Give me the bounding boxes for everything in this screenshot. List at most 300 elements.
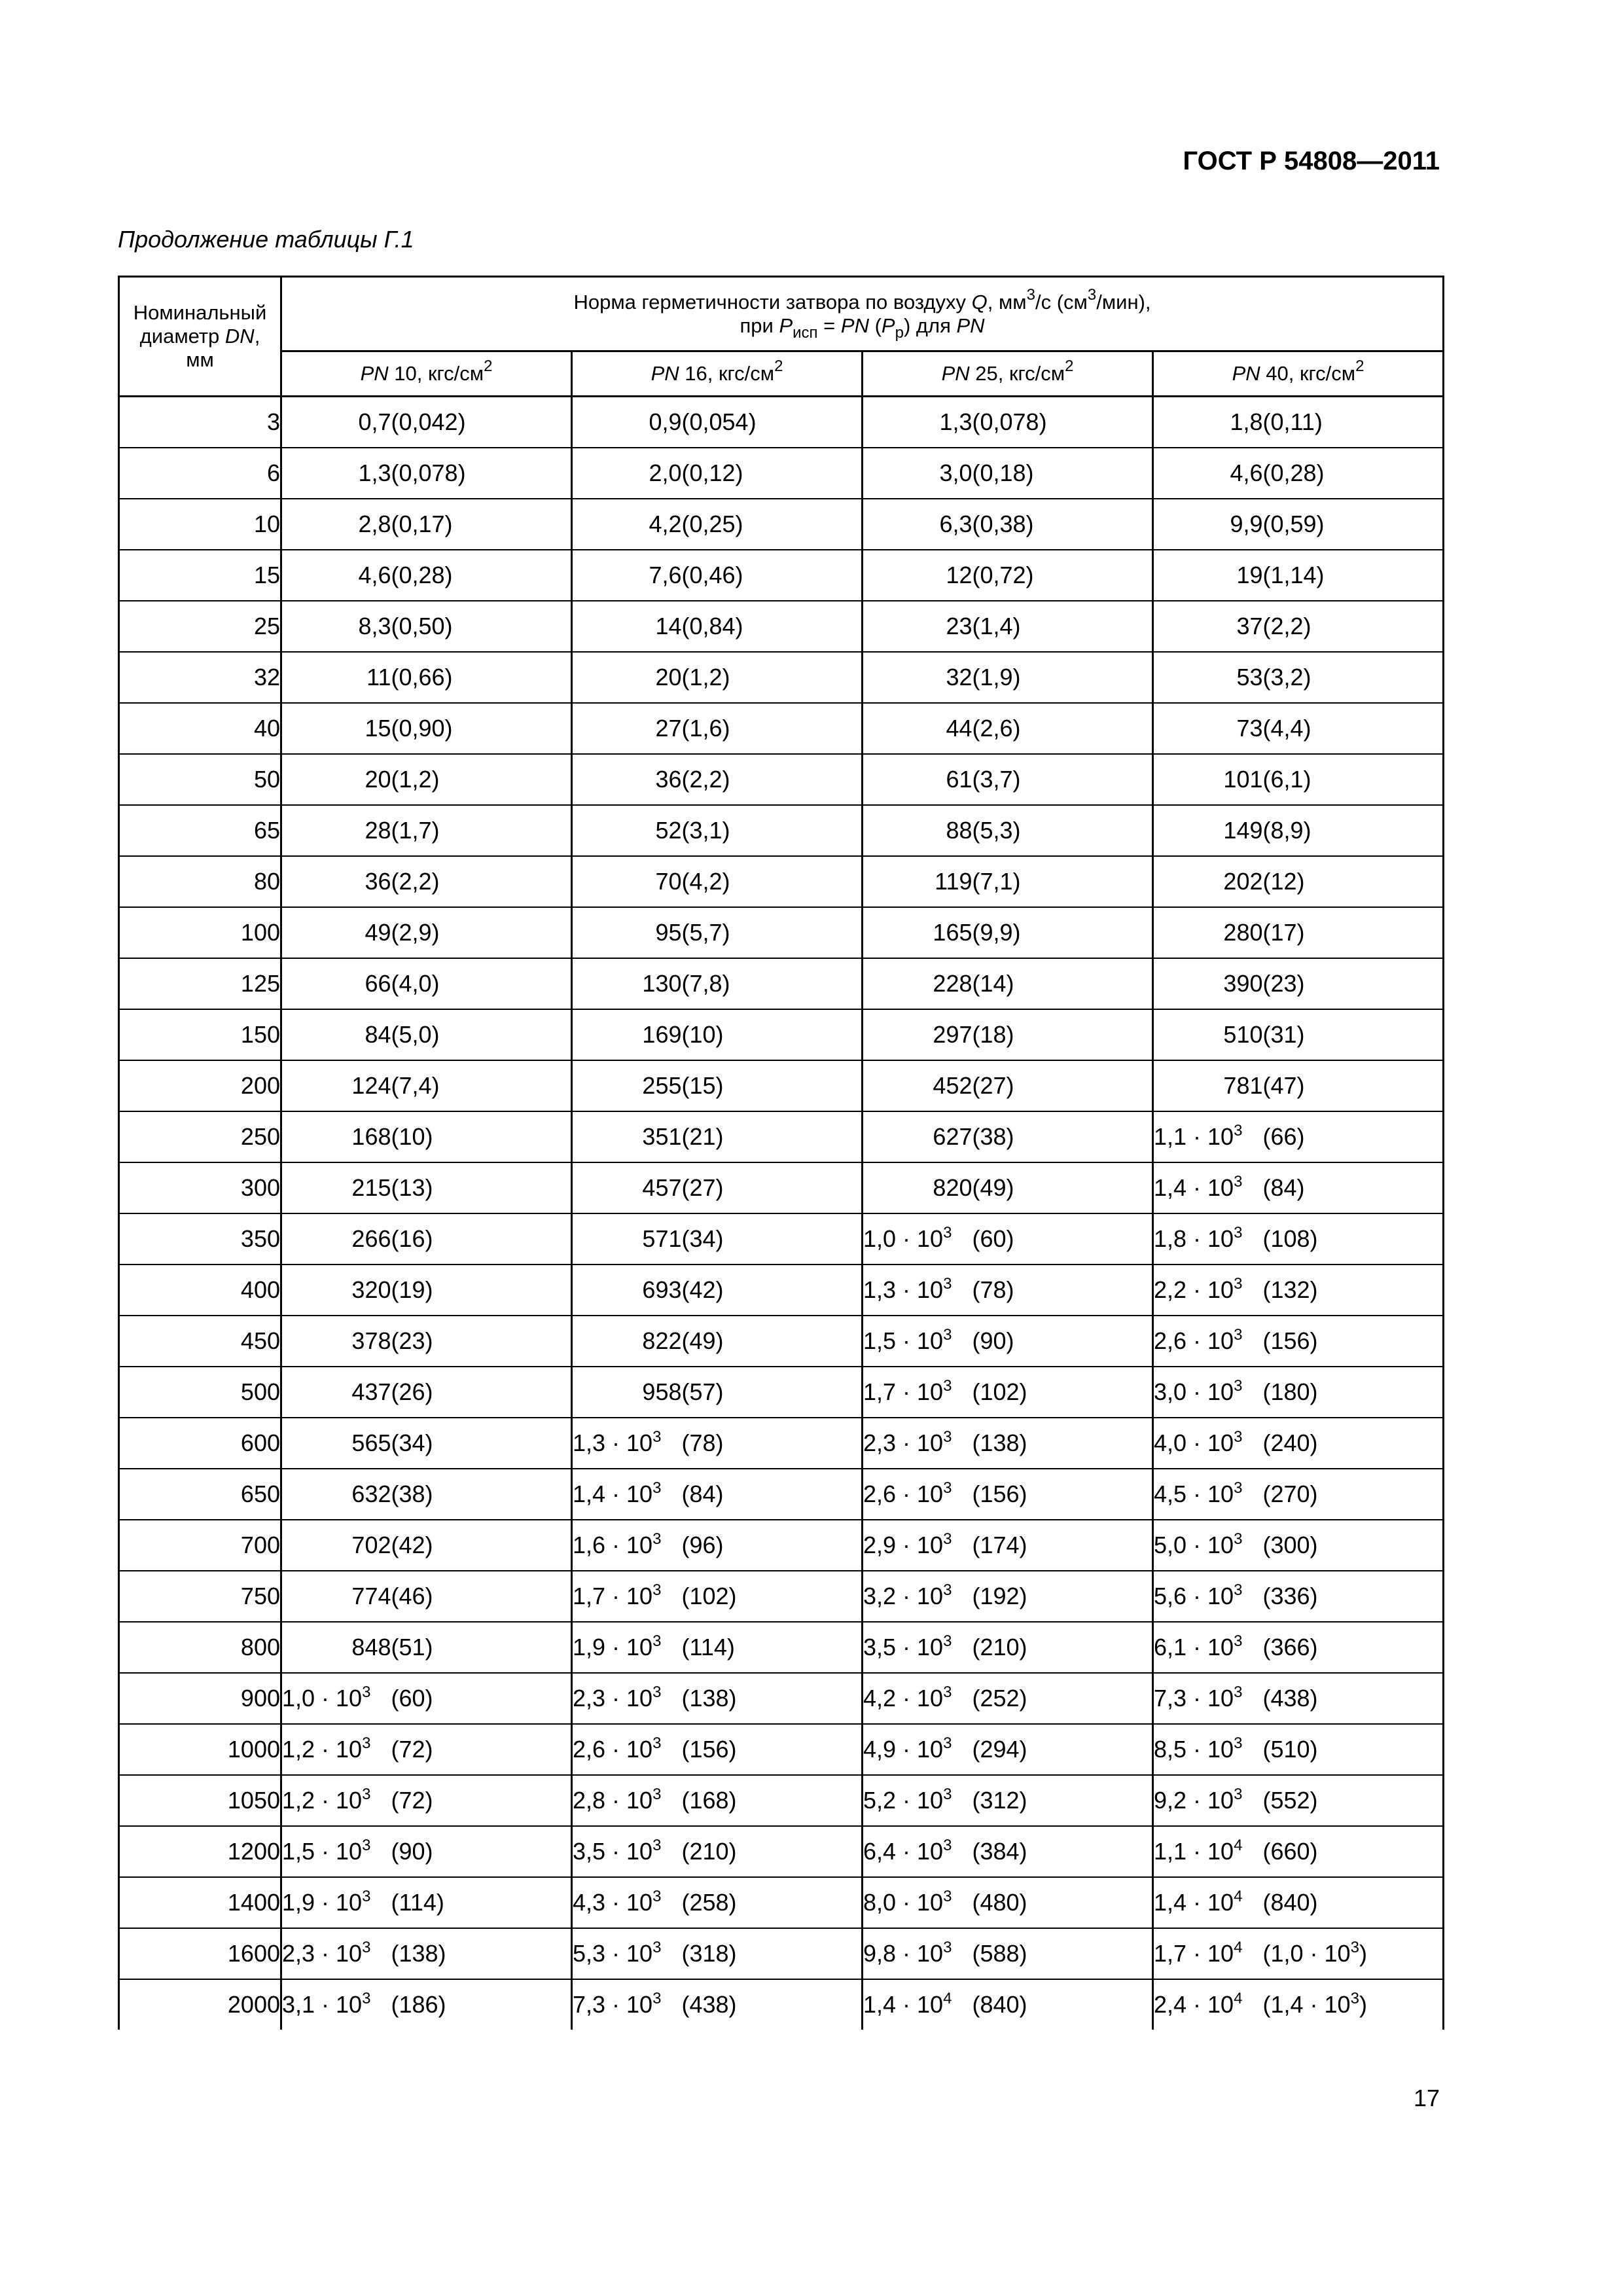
flow-value-cell: $1,0 \cdot 10^3$: [281, 1673, 391, 1724]
flow-value-cell: 297: [863, 1009, 972, 1060]
flow-per-min-cell: (12): [1263, 856, 1444, 907]
flow-value-cell: $2,3 \cdot 10^3$: [281, 1928, 391, 1979]
flow-per-min-cell: (0,28): [1263, 448, 1444, 499]
flow-per-min-cell: (21): [682, 1111, 863, 1162]
table-row: [119, 754, 1444, 805]
flow-per-min-cell: (366): [1263, 1622, 1444, 1673]
flow-per-min-cell: (84): [1263, 1162, 1444, 1213]
table-row: [119, 397, 1444, 448]
flow-per-min-cell: (258): [682, 1877, 863, 1928]
flow-per-min-cell: (42): [391, 1520, 572, 1571]
flow-value-cell: $9,2 \cdot 10^3$: [1153, 1775, 1263, 1826]
dn-cell: 750: [119, 1571, 281, 1622]
table-row: [119, 1060, 1444, 1111]
flow-value-cell: 4,6: [1153, 448, 1263, 499]
leak-norm-header: Норма герметичности затвора по воздуху Q, $мм^3/с$ $(см^3/мин)$, при $P_{исп}$ = PN $(P_р)$ для PN: [281, 277, 1444, 351]
dn-cell: 450: [119, 1316, 281, 1367]
flow-value-cell: 958: [572, 1367, 682, 1418]
flow-per-min-cell: (10): [682, 1009, 863, 1060]
dn-cell: 40: [119, 703, 281, 754]
flow-value-cell: 0,7: [281, 397, 391, 448]
flow-value-cell: 53: [1153, 652, 1263, 703]
table-row: [119, 703, 1444, 754]
table-row: [119, 1826, 1444, 1877]
flow-per-min-cell: (49): [682, 1316, 863, 1367]
flow-value-cell: 101: [1153, 754, 1263, 805]
flow-per-min-cell: (156): [1263, 1316, 1444, 1367]
flow-value-cell: 73: [1153, 703, 1263, 754]
table-row: [119, 652, 1444, 703]
flow-per-min-cell: (90): [972, 1316, 1153, 1367]
flow-per-min-cell: (2,9): [391, 907, 572, 958]
flow-per-min-cell: (0,66): [391, 652, 572, 703]
flow-value-cell: 11: [281, 652, 391, 703]
flow-per-min-cell: (8,9): [1263, 805, 1444, 856]
flow-value-cell: $6,4 \cdot 10^3$: [863, 1826, 972, 1877]
table-row: [119, 958, 1444, 1009]
flow-per-min-cell: (138): [972, 1418, 1153, 1469]
flow-value-cell: $1,9 \cdot 10^3$: [281, 1877, 391, 1928]
flow-value-cell: $1,5 \cdot 10^3$: [863, 1316, 972, 1367]
flow-per-min-cell: (4,0): [391, 958, 572, 1009]
flow-value-cell: $5,0 \cdot 10^3$: [1153, 1520, 1263, 1571]
flow-value-cell: 693: [572, 1265, 682, 1316]
dn-cell: 150: [119, 1009, 281, 1060]
flow-per-min-cell: (57): [682, 1367, 863, 1418]
flow-value-cell: $8,0 \cdot 10^3$: [863, 1877, 972, 1928]
flow-per-min-cell: (2,6): [972, 703, 1153, 754]
table-row: [119, 601, 1444, 652]
table-row: [119, 1775, 1444, 1826]
flow-per-min-cell: (108): [1263, 1213, 1444, 1265]
flow-value-cell: 457: [572, 1162, 682, 1213]
flow-per-min-cell: (60): [972, 1213, 1153, 1265]
flow-value-cell: $4,5 \cdot 10^3$: [1153, 1469, 1263, 1520]
flow-value-cell: 4,2: [572, 499, 682, 550]
flow-per-min-cell: (0,25): [682, 499, 863, 550]
dn-cell: 6: [119, 448, 281, 499]
flow-value-cell: $2,6 \cdot 10^3$: [863, 1469, 972, 1520]
flow-per-min-cell: (588): [972, 1928, 1153, 1979]
flow-value-cell: 9,9: [1153, 499, 1263, 550]
flow-value-cell: 565: [281, 1418, 391, 1469]
flow-value-cell: $2,3 \cdot 10^3$: [863, 1418, 972, 1469]
flow-per-min-cell: (42): [682, 1265, 863, 1316]
flow-per-min-cell: (34): [391, 1418, 572, 1469]
flow-value-cell: 848: [281, 1622, 391, 1673]
table-row: [119, 448, 1444, 499]
flow-per-min-cell: (17): [1263, 907, 1444, 958]
flow-per-min-cell: (336): [1263, 1571, 1444, 1622]
table-row: [119, 805, 1444, 856]
flow-per-min-cell: (210): [682, 1826, 863, 1877]
table-row: [119, 1418, 1444, 1469]
flow-value-cell: $3,2 \cdot 10^3$: [863, 1571, 972, 1622]
flow-value-cell: 52: [572, 805, 682, 856]
flow-value-cell: 0,9: [572, 397, 682, 448]
flow-per-min-cell: (5,7): [682, 907, 863, 958]
flow-value-cell: $1,4 \cdot 10^4$: [863, 1979, 972, 2030]
flow-value-cell: 84: [281, 1009, 391, 1060]
flow-value-cell: 32: [863, 652, 972, 703]
dn-cell: 2000: [119, 1979, 281, 2030]
flow-per-min-cell: (114): [391, 1877, 572, 1928]
flow-per-min-cell: (1,6): [682, 703, 863, 754]
flow-per-min-cell: (19): [391, 1265, 572, 1316]
flow-value-cell: 28: [281, 805, 391, 856]
flow-per-min-cell: (138): [682, 1673, 863, 1724]
flow-per-min-cell: $(1,0 \cdot 10^3)$: [1263, 1928, 1444, 1979]
table-row: [119, 1622, 1444, 1673]
flow-per-min-cell: (38): [391, 1469, 572, 1520]
flow-per-min-cell: (3,2): [1263, 652, 1444, 703]
flow-value-cell: 12: [863, 550, 972, 601]
flow-value-cell: 1,8: [1153, 397, 1263, 448]
flow-per-min-cell: (4,2): [682, 856, 863, 907]
dn-cell: 350: [119, 1213, 281, 1265]
flow-value-cell: $1,9 \cdot 10^3$: [572, 1622, 682, 1673]
flow-value-cell: 774: [281, 1571, 391, 1622]
flow-per-min-cell: (438): [1263, 1673, 1444, 1724]
flow-value-cell: $3,5 \cdot 10^3$: [572, 1826, 682, 1877]
flow-value-cell: 8,3: [281, 601, 391, 652]
flow-value-cell: 168: [281, 1111, 391, 1162]
flow-value-cell: 20: [281, 754, 391, 805]
flow-per-min-cell: (78): [682, 1418, 863, 1469]
flow-per-min-cell: (0,90): [391, 703, 572, 754]
dn-cell: 600: [119, 1418, 281, 1469]
flow-per-min-cell: (10): [391, 1111, 572, 1162]
table-row: [119, 1520, 1444, 1571]
pn-column-header: PN 40, кгс/$см^2$: [1153, 351, 1444, 397]
flow-value-cell: $5,6 \cdot 10^3$: [1153, 1571, 1263, 1622]
table-row: [119, 499, 1444, 550]
flow-per-min-cell: (23): [1263, 958, 1444, 1009]
table-row: [119, 1213, 1444, 1265]
flow-per-min-cell: (0,46): [682, 550, 863, 601]
flow-value-cell: 627: [863, 1111, 972, 1162]
flow-value-cell: $1,1 \cdot 10^3$: [1153, 1111, 1263, 1162]
flow-value-cell: $1,4 \cdot 10^3$: [1153, 1162, 1263, 1213]
table-row: [119, 1162, 1444, 1213]
flow-value-cell: 124: [281, 1060, 391, 1111]
table-row: [119, 1469, 1444, 1520]
flow-per-min-cell: (31): [1263, 1009, 1444, 1060]
flow-per-min-cell: (84): [682, 1469, 863, 1520]
flow-value-cell: $1,7 \cdot 10^3$: [863, 1367, 972, 1418]
flow-value-cell: 27: [572, 703, 682, 754]
flow-per-min-cell: (0,042): [391, 397, 572, 448]
dn-cell: 300: [119, 1162, 281, 1213]
dn-cell: 1400: [119, 1877, 281, 1928]
flow-value-cell: 14: [572, 601, 682, 652]
dn-cell: 800: [119, 1622, 281, 1673]
dn-cell: 125: [119, 958, 281, 1009]
flow-value-cell: $1,7 \cdot 10^4$: [1153, 1928, 1263, 1979]
flow-value-cell: 37: [1153, 601, 1263, 652]
flow-value-cell: 452: [863, 1060, 972, 1111]
flow-per-min-cell: (1,4): [972, 601, 1153, 652]
flow-value-cell: 19: [1153, 550, 1263, 601]
flow-per-min-cell: (27): [682, 1162, 863, 1213]
flow-per-min-cell: (270): [1263, 1469, 1444, 1520]
dn-cell: 650: [119, 1469, 281, 1520]
flow-per-min-cell: (240): [1263, 1418, 1444, 1469]
dn-cell: 1000: [119, 1724, 281, 1775]
flow-value-cell: $1,4 \cdot 10^3$: [572, 1469, 682, 1520]
flow-per-min-cell: (312): [972, 1775, 1153, 1826]
flow-per-min-cell: (156): [972, 1469, 1153, 1520]
flow-value-cell: $3,1 \cdot 10^3$: [281, 1979, 391, 2030]
flow-value-cell: $4,9 \cdot 10^3$: [863, 1724, 972, 1775]
flow-value-cell: 149: [1153, 805, 1263, 856]
flow-value-cell: 7,6: [572, 550, 682, 601]
flow-per-min-cell: (1,9): [972, 652, 1153, 703]
table-row: [119, 1265, 1444, 1316]
table-row: [119, 1979, 1444, 2030]
flow-per-min-cell: (1,2): [391, 754, 572, 805]
flow-per-min-cell: (3,1): [682, 805, 863, 856]
flow-per-min-cell: (1,7): [391, 805, 572, 856]
flow-per-min-cell: (26): [391, 1367, 572, 1418]
dn-cell: 10: [119, 499, 281, 550]
flow-per-min-cell: (480): [972, 1877, 1153, 1928]
dn-cell: 400: [119, 1265, 281, 1316]
flow-value-cell: 228: [863, 958, 972, 1009]
flow-value-cell: 702: [281, 1520, 391, 1571]
flow-value-cell: 390: [1153, 958, 1263, 1009]
flow-value-cell: $5,3 \cdot 10^3$: [572, 1928, 682, 1979]
flow-value-cell: $2,2 \cdot 10^3$: [1153, 1265, 1263, 1316]
flow-per-min-cell: (5,0): [391, 1009, 572, 1060]
flow-value-cell: 320: [281, 1265, 391, 1316]
flow-value-cell: 266: [281, 1213, 391, 1265]
flow-per-min-cell: (510): [1263, 1724, 1444, 1775]
flow-per-min-cell: (438): [682, 1979, 863, 2030]
flow-value-cell: $5,2 \cdot 10^3$: [863, 1775, 972, 1826]
flow-value-cell: 632: [281, 1469, 391, 1520]
flow-per-min-cell: (660): [1263, 1826, 1444, 1877]
flow-value-cell: $4,0 \cdot 10^3$: [1153, 1418, 1263, 1469]
table-row: [119, 1316, 1444, 1367]
dn-cell: 25: [119, 601, 281, 652]
flow-per-min-cell: (18): [972, 1009, 1153, 1060]
flow-per-min-cell: (114): [682, 1622, 863, 1673]
pn-column-header: PN 25, кгс/$см^2$: [863, 351, 1153, 397]
flow-value-cell: 6,3: [863, 499, 972, 550]
flow-value-cell: $2,8 \cdot 10^3$: [572, 1775, 682, 1826]
flow-per-min-cell: (72): [391, 1775, 572, 1826]
flow-per-min-cell: (300): [1263, 1520, 1444, 1571]
flow-value-cell: 165: [863, 907, 972, 958]
flow-per-min-cell: (0,078): [972, 397, 1153, 448]
table-row: [119, 1571, 1444, 1622]
flow-value-cell: 1,3: [281, 448, 391, 499]
flow-value-cell: 66: [281, 958, 391, 1009]
dn-cell: 15: [119, 550, 281, 601]
flow-value-cell: 36: [281, 856, 391, 907]
flow-value-cell: 3,0: [863, 448, 972, 499]
flow-per-min-cell: (4,4): [1263, 703, 1444, 754]
flow-value-cell: $2,3 \cdot 10^3$: [572, 1673, 682, 1724]
flow-value-cell: $6,1 \cdot 10^3$: [1153, 1622, 1263, 1673]
flow-value-cell: $3,5 \cdot 10^3$: [863, 1622, 972, 1673]
flow-value-cell: $8,5 \cdot 10^3$: [1153, 1724, 1263, 1775]
flow-per-min-cell: (0,17): [391, 499, 572, 550]
flow-per-min-cell: (174): [972, 1520, 1153, 1571]
flow-value-cell: $1,2 \cdot 10^3$: [281, 1724, 391, 1775]
flow-value-cell: $2,6 \cdot 10^3$: [1153, 1316, 1263, 1367]
flow-value-cell: 169: [572, 1009, 682, 1060]
flow-value-cell: 351: [572, 1111, 682, 1162]
flow-per-min-cell: (156): [682, 1724, 863, 1775]
table-row: [119, 550, 1444, 601]
dn-cell: 900: [119, 1673, 281, 1724]
flow-per-min-cell: (2,2): [1263, 601, 1444, 652]
flow-value-cell: $3,0 \cdot 10^3$: [1153, 1367, 1263, 1418]
flow-value-cell: 23: [863, 601, 972, 652]
flow-value-cell: 822: [572, 1316, 682, 1367]
flow-per-min-cell: (192): [972, 1571, 1153, 1622]
flow-value-cell: 61: [863, 754, 972, 805]
dn-cell: 80: [119, 856, 281, 907]
flow-per-min-cell: (0,078): [391, 448, 572, 499]
flow-per-min-cell: (49): [972, 1162, 1153, 1213]
leak-tightness-table: [118, 276, 1444, 2030]
flow-value-cell: 202: [1153, 856, 1263, 907]
flow-per-min-cell: (840): [972, 1979, 1153, 2030]
flow-value-cell: 571: [572, 1213, 682, 1265]
flow-per-min-cell: (6,1): [1263, 754, 1444, 805]
flow-per-min-cell: (210): [972, 1622, 1153, 1673]
flow-per-min-cell: (66): [1263, 1111, 1444, 1162]
flow-value-cell: $1,8 \cdot 10^3$: [1153, 1213, 1263, 1265]
flow-per-min-cell: (1,2): [682, 652, 863, 703]
flow-value-cell: $1,1 \cdot 10^4$: [1153, 1826, 1263, 1877]
flow-per-min-cell: (180): [1263, 1367, 1444, 1418]
flow-per-min-cell: (90): [391, 1826, 572, 1877]
flow-per-min-cell: (0,84): [682, 601, 863, 652]
flow-value-cell: 70: [572, 856, 682, 907]
flow-value-cell: $9,8 \cdot 10^3$: [863, 1928, 972, 1979]
table-row: [119, 856, 1444, 907]
flow-value-cell: 4,6: [281, 550, 391, 601]
flow-per-min-cell: (102): [972, 1367, 1153, 1418]
flow-per-min-cell: (60): [391, 1673, 572, 1724]
flow-value-cell: $1,4 \cdot 10^4$: [1153, 1877, 1263, 1928]
flow-per-min-cell: (0,18): [972, 448, 1153, 499]
flow-per-min-cell: (14): [972, 958, 1153, 1009]
document-code: ГОСТ Р 54808—2011: [1183, 147, 1440, 175]
flow-per-min-cell: (138): [391, 1928, 572, 1979]
flow-value-cell: 378: [281, 1316, 391, 1367]
flow-value-cell: 20: [572, 652, 682, 703]
flow-value-cell: 437: [281, 1367, 391, 1418]
flow-value-cell: 280: [1153, 907, 1263, 958]
dn-cell: 700: [119, 1520, 281, 1571]
flow-per-min-cell: (46): [391, 1571, 572, 1622]
flow-per-min-cell: (27): [972, 1060, 1153, 1111]
flow-per-min-cell: (72): [391, 1724, 572, 1775]
flow-per-min-cell: (102): [682, 1571, 863, 1622]
flow-per-min-cell: (13): [391, 1162, 572, 1213]
flow-per-min-cell: (3,7): [972, 754, 1153, 805]
dn-cell: 500: [119, 1367, 281, 1418]
flow-value-cell: 36: [572, 754, 682, 805]
flow-per-min-cell: (16): [391, 1213, 572, 1265]
flow-value-cell: $4,2 \cdot 10^3$: [863, 1673, 972, 1724]
flow-per-min-cell: (132): [1263, 1265, 1444, 1316]
dn-cell: 1050: [119, 1775, 281, 1826]
flow-value-cell: $1,2 \cdot 10^3$: [281, 1775, 391, 1826]
flow-per-min-cell: (34): [682, 1213, 863, 1265]
flow-value-cell: 781: [1153, 1060, 1263, 1111]
flow-value-cell: 2,8: [281, 499, 391, 550]
flow-value-cell: 1,3: [863, 397, 972, 448]
flow-per-min-cell: (7,1): [972, 856, 1153, 907]
pn-column-header: PN 16, кгс/$см^2$: [572, 351, 863, 397]
flow-value-cell: 15: [281, 703, 391, 754]
flow-per-min-cell: (5,3): [972, 805, 1153, 856]
flow-value-cell: $2,9 \cdot 10^3$: [863, 1520, 972, 1571]
flow-value-cell: 820: [863, 1162, 972, 1213]
flow-value-cell: $1,6 \cdot 10^3$: [572, 1520, 682, 1571]
dn-cell: 50: [119, 754, 281, 805]
flow-per-min-cell: $(1,4 \cdot 10^3)$: [1263, 1979, 1444, 2030]
flow-value-cell: 255: [572, 1060, 682, 1111]
flow-per-min-cell: (23): [391, 1316, 572, 1367]
flow-per-min-cell: (552): [1263, 1775, 1444, 1826]
flow-per-min-cell: (2,2): [391, 856, 572, 907]
table-row: [119, 1673, 1444, 1724]
flow-value-cell: 510: [1153, 1009, 1263, 1060]
flow-value-cell: $1,0 \cdot 10^3$: [863, 1213, 972, 1265]
flow-per-min-cell: (7,8): [682, 958, 863, 1009]
flow-value-cell: 88: [863, 805, 972, 856]
flow-value-cell: $7,3 \cdot 10^3$: [572, 1979, 682, 2030]
flow-per-min-cell: (0,38): [972, 499, 1153, 550]
flow-per-min-cell: (47): [1263, 1060, 1444, 1111]
flow-per-min-cell: (51): [391, 1622, 572, 1673]
flow-value-cell: $1,7 \cdot 10^3$: [572, 1571, 682, 1622]
dn-cell: 200: [119, 1060, 281, 1111]
table-row: [119, 1111, 1444, 1162]
flow-per-min-cell: (9,9): [972, 907, 1153, 958]
table-row: [119, 1928, 1444, 1979]
dn-cell: 1600: [119, 1928, 281, 1979]
dn-cell: 100: [119, 907, 281, 958]
nominal-diameter-header: Номинальный диаметр DN, мм: [119, 277, 281, 397]
flow-per-min-cell: (0,72): [972, 550, 1153, 601]
flow-value-cell: $7,3 \cdot 10^3$: [1153, 1673, 1263, 1724]
table-caption: Продолжение таблицы Г.1: [118, 226, 414, 253]
dn-cell: 3: [119, 397, 281, 448]
flow-per-min-cell: (186): [391, 1979, 572, 2030]
flow-per-min-cell: (840): [1263, 1877, 1444, 1928]
flow-per-min-cell: (0,054): [682, 397, 863, 448]
flow-per-min-cell: (0,50): [391, 601, 572, 652]
table-row: [119, 907, 1444, 958]
flow-value-cell: $1,5 \cdot 10^3$: [281, 1826, 391, 1877]
dn-cell: 65: [119, 805, 281, 856]
flow-per-min-cell: (0,12): [682, 448, 863, 499]
flow-per-min-cell: (0,28): [391, 550, 572, 601]
flow-value-cell: 215: [281, 1162, 391, 1213]
flow-value-cell: $4,3 \cdot 10^3$: [572, 1877, 682, 1928]
dn-cell: 1200: [119, 1826, 281, 1877]
pn-column-header: PN 10, кгс/$см^2$: [281, 351, 572, 397]
flow-per-min-cell: (294): [972, 1724, 1153, 1775]
